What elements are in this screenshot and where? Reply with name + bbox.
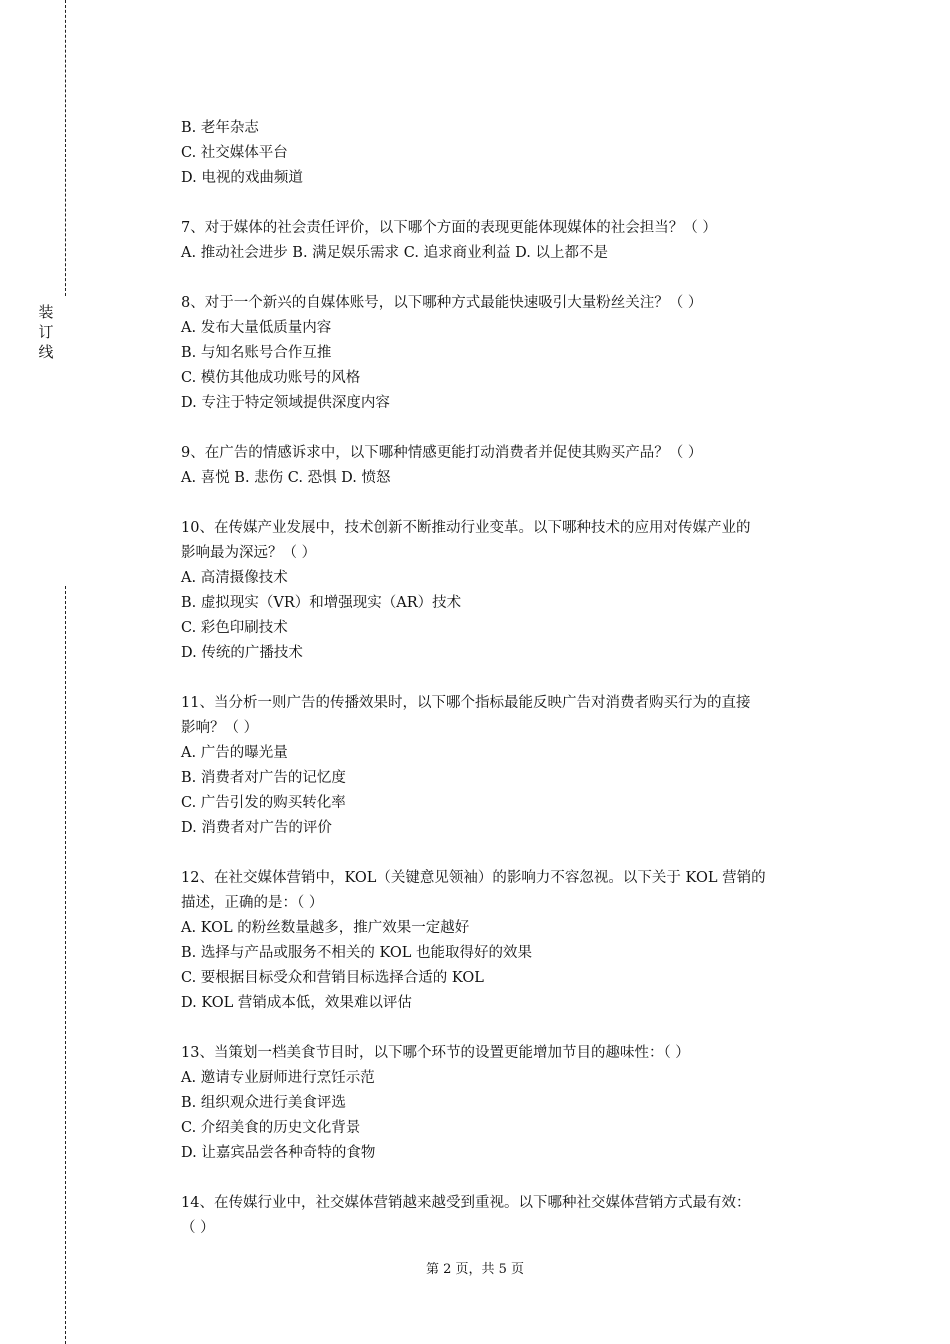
question-stem: 描述，正确的是：（ ）	[181, 895, 324, 911]
option-line: A. 喜悦 B. 悲伤 C. 恐惧 D. 愤怒	[181, 470, 391, 486]
option-line: C. 彩色印刷技术	[181, 620, 288, 636]
option-line: D. 专注于特定领域提供深度内容	[181, 395, 390, 411]
option-line: A. 发布大量低质量内容	[181, 320, 332, 336]
question-9	[181, 441, 841, 491]
question-stem: 14、在传媒行业中，社交媒体营销越来越受到重视。以下哪种社交媒体营销方式最有效：	[181, 1195, 751, 1211]
option-line: D. 传统的广播技术	[181, 645, 303, 661]
option-line: B. 组织观众进行美食评选	[181, 1095, 346, 1111]
question-8	[181, 291, 841, 416]
option-line: B. 老年杂志	[181, 120, 259, 136]
option-line: C. 模仿其他成功账号的风格	[181, 370, 361, 386]
option-line: D. 消费者对广告的评价	[181, 820, 332, 836]
option-line: B. 与知名账号合作互推	[181, 345, 332, 361]
binding-label	[36, 302, 56, 362]
binding-label-char: 线	[38, 343, 54, 361]
question-stem: 12、在社交媒体营销中，KOL（关键意见领袖）的影响力不容忽视。以下关于 KOL 营销的	[181, 870, 766, 886]
option-line: A. 推动社会进步 B. 满足娱乐需求 C. 追求商业利益 D. 以上都不是	[181, 245, 609, 261]
question-10	[181, 516, 841, 666]
binding-label-char: 订	[38, 323, 54, 341]
option-line: C. 要根据目标受众和营销目标选择合适的 KOL	[181, 970, 484, 986]
binding-label-char: 装	[38, 303, 54, 321]
page-footer: 第 2 页，共 5 页	[425, 1262, 525, 1277]
option-line: A. 高清摄像技术	[181, 570, 288, 586]
question-stem: 影响？（ ）	[181, 720, 259, 736]
option-line: D. 让嘉宾品尝各种奇特的食物	[181, 1145, 376, 1161]
question-content	[181, 116, 841, 1241]
option-line: B. 选择与产品或服务不相关的 KOL 也能取得好的效果	[181, 945, 533, 961]
question-12	[181, 866, 841, 1016]
question-stem: （ ）	[181, 1220, 215, 1236]
question-stem: 10、在传媒产业发展中，技术创新不断推动行业变革。以下哪种技术的应用对传媒产业的	[181, 520, 751, 536]
option-line: A. 邀请专业厨师进行烹饪示范	[181, 1070, 375, 1086]
option-line: B. 消费者对广告的记忆度	[181, 770, 346, 786]
option-line: A. KOL 的粉丝数量越多，推广效果一定越好	[181, 920, 470, 936]
question-stem: 9、在广告的情感诉求中，以下哪种情感更能打动消费者并促使其购买产品？（ ）	[181, 445, 703, 461]
option-line: A. 广告的曝光量	[181, 745, 288, 761]
option-line: D. KOL 营销成本低，效果难以评估	[181, 995, 412, 1011]
option-line: D. 电视的戏曲频道	[181, 170, 303, 186]
binding-line-bottom	[65, 586, 66, 1344]
question-14	[181, 1191, 841, 1241]
question-stem: 8、对于一个新兴的自媒体账号，以下哪种方式最能快速吸引大量粉丝关注？（ ）	[181, 295, 703, 311]
question-stem: 影响最为深远？（ ）	[181, 545, 317, 561]
question-7	[181, 216, 841, 266]
question-13	[181, 1041, 841, 1166]
option-line: C. 社交媒体平台	[181, 145, 288, 161]
question-stem: 11、当分析一则广告的传播效果时，以下哪个指标最能反映广告对消费者购买行为的直接	[181, 695, 751, 711]
option-line: C. 介绍美食的历史文化背景	[181, 1120, 361, 1136]
question-stem: 7、对于媒体的社会责任评价，以下哪个方面的表现更能体现媒体的社会担当？（ ）	[181, 220, 717, 236]
option-line: B. 虚拟现实（VR）和增强现实（AR）技术	[181, 595, 462, 611]
question-6-continued	[181, 116, 841, 191]
question-stem: 13、当策划一档美食节目时，以下哪个环节的设置更能增加节目的趣味性：（ ）	[181, 1045, 690, 1061]
binding-line-top	[65, 0, 66, 296]
option-line: C. 广告引发的购买转化率	[181, 795, 346, 811]
question-11	[181, 691, 841, 841]
